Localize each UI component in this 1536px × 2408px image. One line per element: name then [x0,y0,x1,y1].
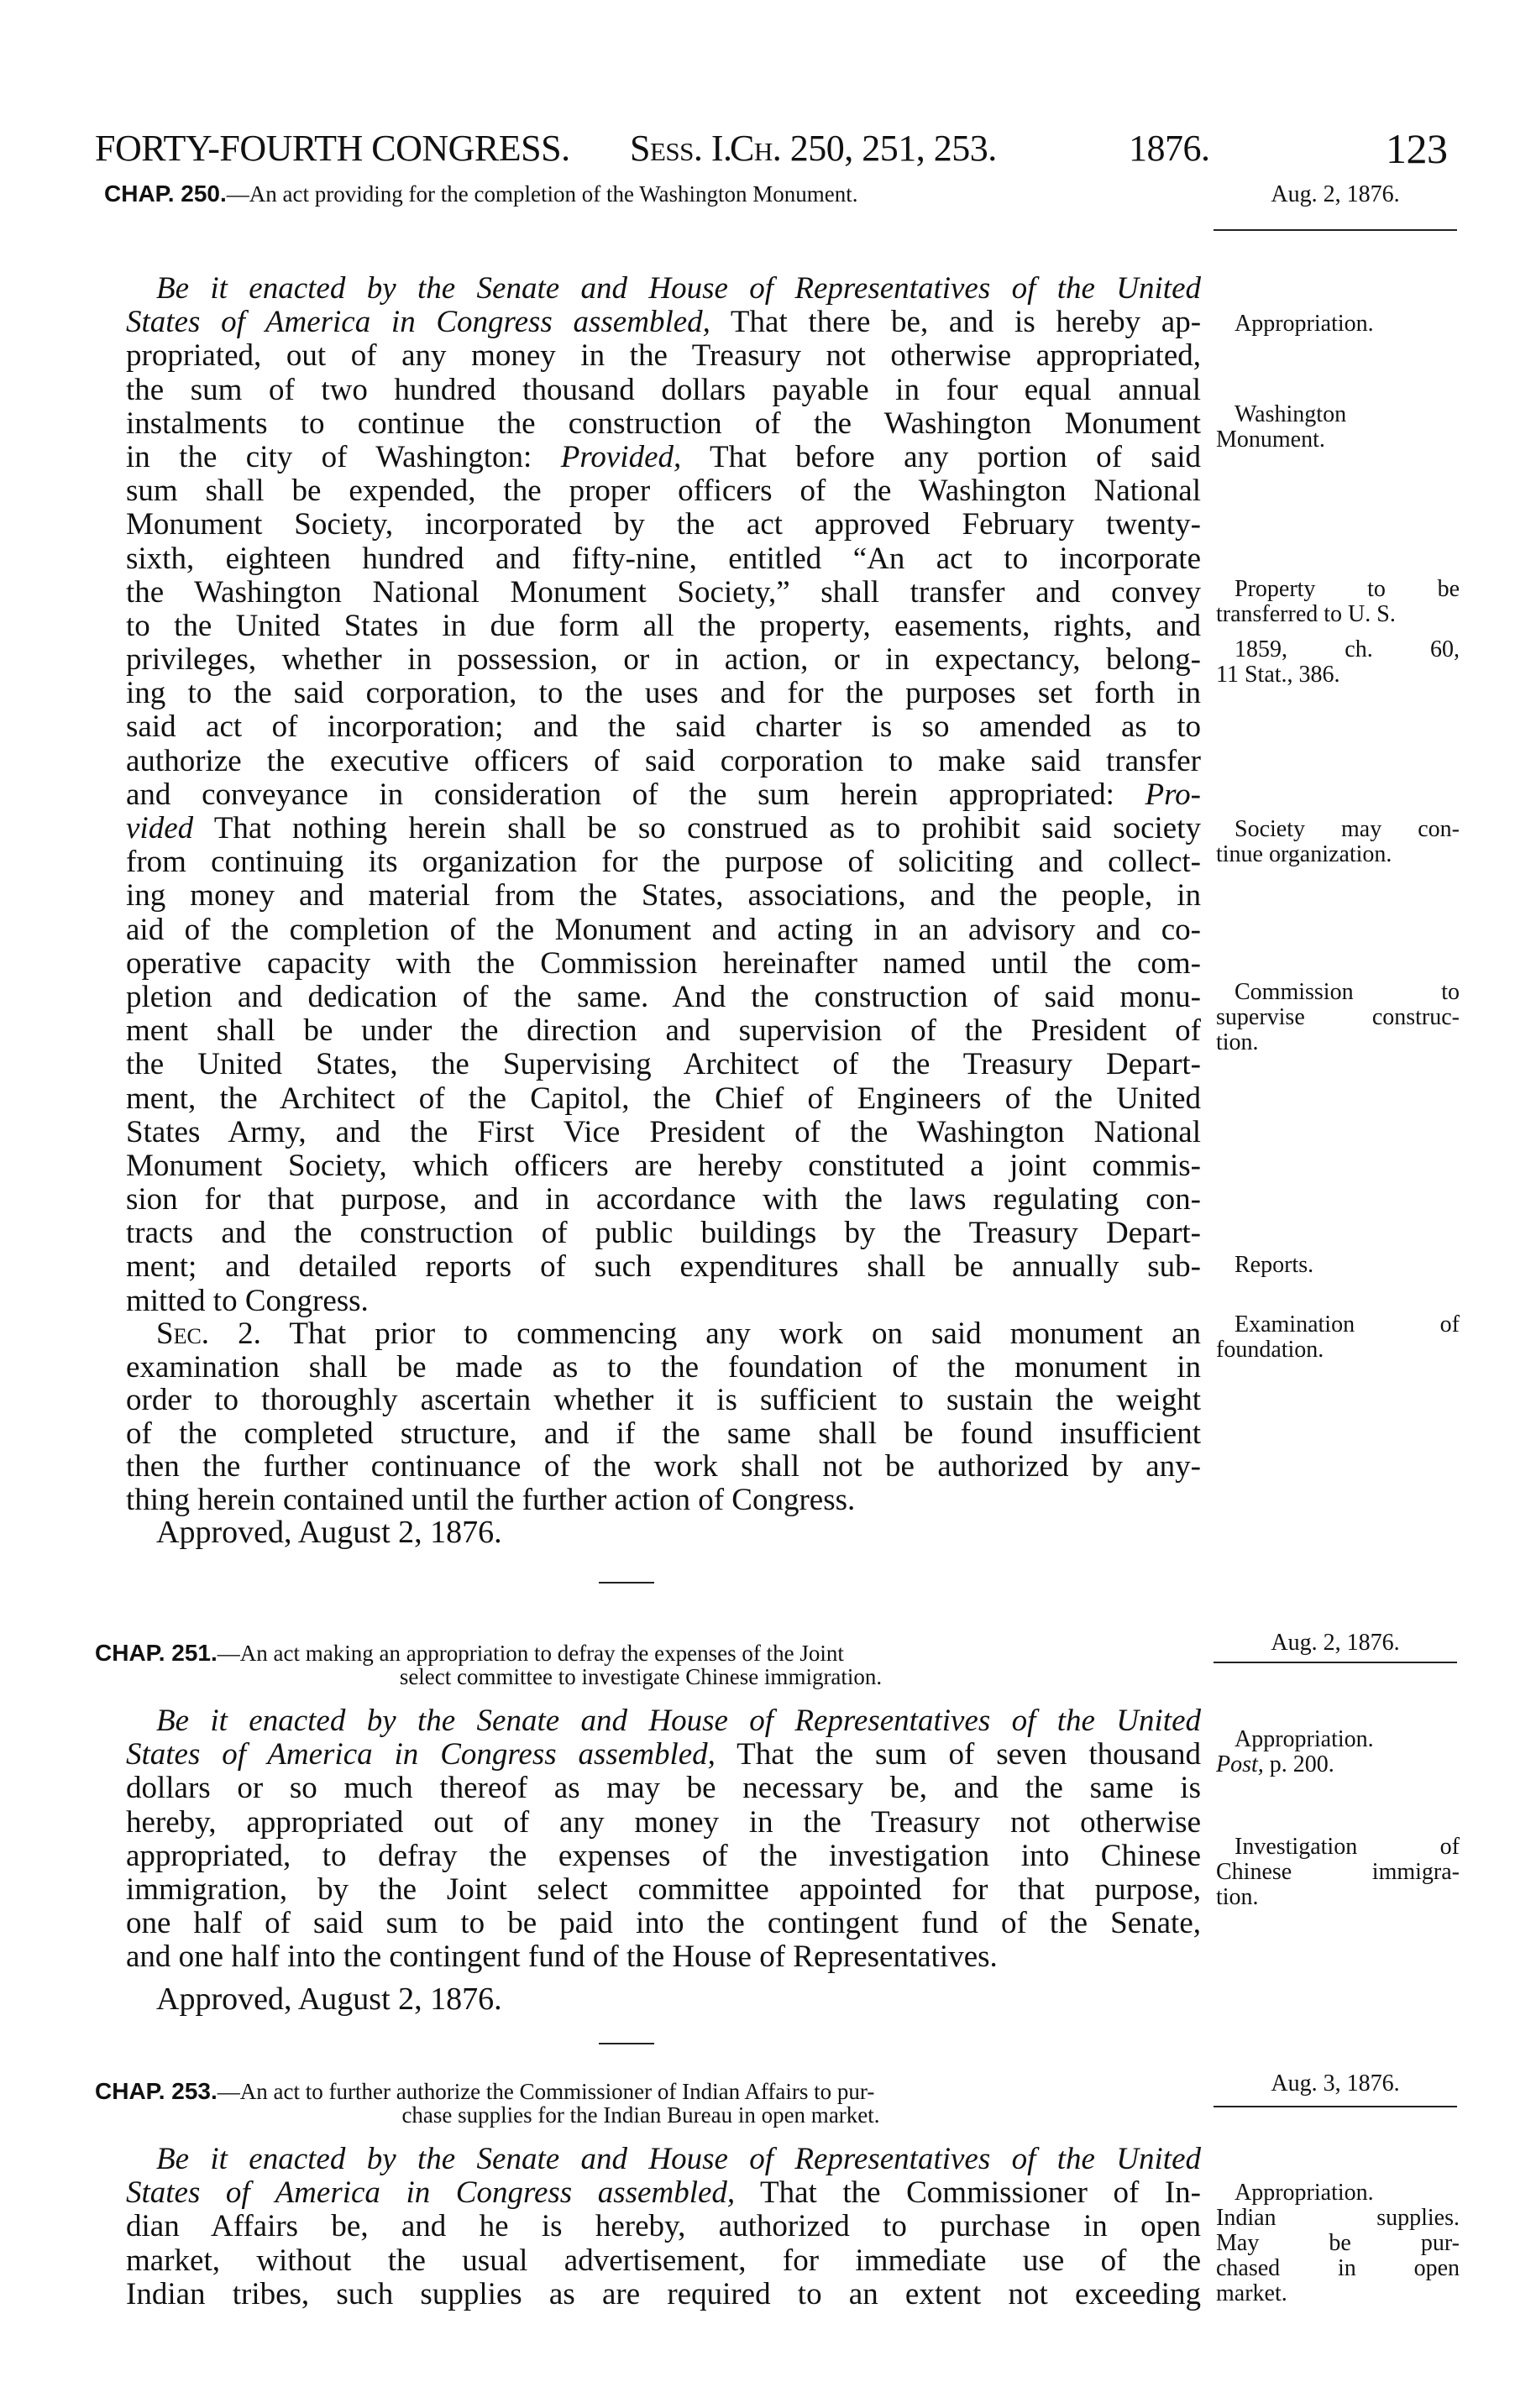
italic-text: States of America in Congress assembled, [126,305,710,340]
text-segment: then the further continuance of the work shall not be authorized by any- [126,1449,1201,1484]
margin-note-line [1216,637,1460,662]
text-segment: Commission to [1235,979,1460,1005]
text-line [126,981,1201,1014]
text-line [126,879,1201,913]
text-segment: Indian supplies. [1216,2205,1460,2231]
text-segment: authorize the executive officers of said corporation to make said transfer [126,743,1201,778]
margin-note-line [1216,817,1460,842]
text-line [126,610,1201,643]
text-line [126,1840,1201,1873]
text-line [126,1417,1201,1451]
page-number: 123 [1386,125,1448,172]
margin-note [1216,2180,1460,2306]
margin-note-line [1216,311,1460,337]
margin-note-line [1216,1752,1460,1777]
margin-note [1216,1835,1460,1910]
text-segment: p. 200. [1263,1751,1334,1777]
text-segment: ment, the Architect of the Capitol, the Chief of Engineers of the United [126,1081,1201,1116]
text-segment: pletion and dedication of the same. And the construction of said monu- [126,979,1201,1014]
text-line [126,1351,1201,1385]
section-divider [599,2043,654,2044]
text-line [126,374,1201,407]
text-segment: tinue organization. [1216,841,1392,867]
margin-note-line [1216,427,1460,453]
text-line [126,2143,1201,2176]
margin-note-line [1216,1005,1460,1030]
text-line [126,1704,1201,1738]
text-segment: Appropriation. [1235,311,1374,337]
date-rule [1214,2106,1457,2107]
text-segment: Washington [1235,401,1347,427]
italic-text: Be it enacted by the Senate and House of Representatives of the United [156,2142,1201,2176]
text-segment: May be pur- [1216,2230,1460,2256]
text-line [126,441,1201,474]
margin-note [1216,311,1460,337]
italic-text: States of America in Congress assembled, [126,1737,716,1772]
margin-note-line [1216,1312,1460,1337]
text-line [126,508,1201,542]
text-segment: Property to be [1235,576,1460,602]
chapter-250-enactment [126,272,1201,1318]
text-line [126,1384,1201,1417]
text-segment: sum shall be expended, the proper officers of the Washington National [126,474,1201,509]
text-segment: That nothing herein shall be so construed as to prohibit said society [193,811,1201,845]
text-segment: the Washington National Monument Society,” shall transfer and convey [126,574,1201,610]
text-segment: propriated, out of any money in the Treasury not otherwise appropriated, [126,338,1201,374]
text-segment: ing to the said corporation, to the uses and for the purposes set forth in [126,676,1201,711]
chapter-label: CHAP. 250. [104,181,227,207]
text-segment: That the sum of seven thousand [715,1737,1202,1772]
text-line [126,1116,1201,1149]
text-segment: foundation. [1216,1337,1324,1363]
chapter-253-date: Aug. 3, 1876. [1271,2070,1400,2097]
margin-note-line [1216,2231,1460,2256]
text-segment: That the Commissioner of In- [735,2175,1202,2211]
text-segment: aid of the completion of the Monument and acting in an advisory and co- [126,912,1201,947]
text-line [126,1014,1201,1048]
text-segment: said act of incorporation; and the said charter is so amended as to [126,709,1201,745]
chapter-251-enactment [126,1704,1201,1975]
italic-text: Be it enacted by the Senate and House of Representatives of the United [156,271,1201,306]
margin-note-line [1216,842,1460,867]
text-segment: sixth, eighteen hundred and fifty-nine, entitled “An act to incorporate [126,541,1201,576]
text-line [126,407,1201,441]
chapter-253-heading [95,2080,1187,2127]
text-segment: dollars or so much thereof as may be necessary be, and the same is [126,1771,1201,1806]
text-segment: Appropriation. [1235,2180,1374,2206]
italic-text: Provided, [560,439,682,474]
margin-note-line [1216,1885,1460,1910]
text-segment: That there be, and is hereby ap- [710,305,1202,340]
text-line [126,474,1201,508]
text-line [126,1907,1201,1940]
text-line [126,710,1201,744]
text-segment: Examination of [1235,1311,1460,1337]
text-segment: That prior to commencing any work on said monument an [260,1317,1201,1351]
margin-note [1216,1253,1460,1278]
margin-note-line [1216,980,1460,1005]
text-segment: transferred to U. S. [1216,601,1396,627]
text-segment: and conveyance in consideration of the sum herein appropriated: [126,777,1145,812]
text-segment: tion. [1216,1884,1259,1910]
chapter-250-heading [104,182,1196,206]
margin-note [1216,1312,1460,1363]
text-segment: thing herein contained until the further action of Congress. [126,1482,856,1517]
date-rule [1214,229,1457,231]
text-segment: Chinese immigra- [1216,1859,1460,1885]
margin-note-line [1216,2180,1460,2206]
text-segment: Reports. [1235,1252,1314,1278]
text-segment: from continuing its organization for the purpose of soliciting and collect- [126,845,1201,880]
text-line [126,272,1201,306]
text-line [126,947,1201,981]
margin-note-line [1216,1337,1460,1363]
text-line [126,1250,1201,1284]
text-segment: supervise construc- [1216,1004,1460,1030]
text-segment: Indian tribes, such supplies as are required to an extent not exceeding [126,2276,1201,2311]
text-line [126,1940,1201,1974]
text-line [126,542,1201,576]
margin-note-line [1216,1860,1460,1885]
italic-text: Be it enacted by the Senate and House of Representatives of the United [156,1704,1201,1738]
text-line [126,2278,1201,2311]
chapter-250-date: Aug. 2, 1876. [1271,181,1400,207]
text-line [126,1285,1201,1318]
text-segment: sion for that purpose, and in accordance with the laws regulating con- [126,1182,1201,1217]
small-caps-text: Sec. 2. [156,1317,261,1351]
text-line [126,1450,1201,1484]
text-segment: chased in open [1216,2255,1460,2281]
text-segment: Monument Society, incorporated by the act approved February twenty- [126,507,1201,542]
text-line [126,643,1201,677]
margin-note-line [1216,2206,1460,2231]
text-line [126,1082,1201,1116]
text-line [126,778,1201,812]
italic-text: vided [126,811,194,845]
text-segment: mitted to Congress. [126,1283,369,1318]
text-segment: ment shall be under the direction and supervision of the President of [126,1013,1201,1049]
text-line [126,339,1201,373]
text-line [126,1484,1201,1517]
text-segment: tion. [1216,1029,1259,1055]
text-segment: tracts and the construction of public buildings by the Treasury Depart- [126,1216,1201,1251]
text-line [126,1317,1201,1351]
text-line [126,2244,1201,2278]
text-line [126,1806,1201,1840]
text-line [126,913,1201,947]
text-line [126,1772,1201,1805]
text-segment: market, without the usual advertisement, for immediate use of the [126,2243,1201,2278]
text-segment: hereby, appropriated out of any money in the Treasury not otherwise [126,1804,1201,1840]
text-segment: and one half into the contingent fund of the House of Representatives. [126,1939,998,1975]
chapter-250-approved: Approved, August 2, 1876. [156,1515,502,1550]
text-segment: appropriated, to defray the expenses of the investigation into Chinese [126,1838,1201,1873]
running-header-chapters: Ch. 250, 251, 253. [730,128,997,169]
text-segment: ment; and detailed reports of such expenditures shall be annually sub- [126,1249,1201,1285]
text-line [126,845,1201,879]
margin-note-line [1216,2256,1460,2281]
text-segment: Investigation of [1235,1834,1460,1860]
chapter-251-heading [95,1641,1187,1688]
text-line [126,2176,1201,2210]
chapter-251-date: Aug. 2, 1876. [1271,1630,1400,1656]
text-line [126,677,1201,710]
text-segment: Society may con- [1235,816,1460,842]
margin-note [1216,637,1460,688]
text-segment: Monument. [1216,427,1325,453]
text-segment: ing money and material from the States, associations, and the people, in [126,878,1201,913]
text-segment: operative capacity with the Commission hereinafter named until the com- [126,945,1201,981]
text-segment: States Army, and the First Vice President of the Washington National [126,1114,1201,1149]
running-header-session: Sess. I. [630,128,732,169]
chapter-250-section-2 [126,1317,1201,1516]
margin-note [1216,1727,1460,1777]
italic-text: States of America in Congress assembled, [126,2175,736,2211]
margin-note-line [1216,2281,1460,2306]
text-line [126,745,1201,778]
running-header-congress: FORTY-FOURTH CONGRESS. [95,128,570,169]
chapter-251-approved: Approved, August 2, 1876. [156,1981,502,2017]
margin-note-line [1216,1727,1460,1752]
chapter-253-enactment [126,2143,1201,2311]
text-segment: dian Affairs be, and he is hereby, authorized to purchase in open [126,2209,1201,2244]
margin-note-line [1216,602,1460,627]
margin-note [1216,980,1460,1055]
text-line [126,1048,1201,1081]
text-segment: order to thoroughly ascertain whether it is sufficient to sustain the weight [126,1383,1201,1417]
text-line [126,306,1201,339]
text-segment: Appropriation. [1235,1726,1374,1752]
text-line [126,576,1201,610]
chapter-title: —An act making an appropriation to defray the expenses of the Joint [217,1641,844,1666]
margin-note-line [1216,1253,1460,1278]
text-line [126,2210,1201,2243]
italic-text: Post, [1216,1751,1264,1777]
margin-note-line [1216,577,1460,602]
chapter-title-continued: chase supplies for the Indian Bureau in open market. [401,2102,880,2128]
text-line [126,1149,1201,1183]
text-segment: 1859, ch. 60, [1235,636,1460,662]
margin-note-line [1216,1030,1460,1055]
text-segment: in the city of Washington: [126,439,561,474]
text-line [126,1217,1201,1250]
margin-note-line [1216,402,1460,427]
chapter-label: CHAP. 251. [95,1640,218,1666]
text-line [126,1873,1201,1907]
text-segment: That before any portion of said [681,439,1201,474]
chapter-title-continued: select committee to investigate Chinese immigration. [399,1664,883,1689]
text-segment: market. [1216,2280,1287,2306]
text-segment: privileges, whether in possession, or in action, or in expectancy, belong- [126,642,1201,678]
text-line [126,1738,1201,1772]
text-segment: 11 Stat., 386. [1216,662,1340,688]
margin-note [1216,577,1460,627]
chapter-label: CHAP. 253. [95,2078,218,2104]
text-segment: one half of said sum to be paid into the contingent fund of the Senate, [126,1906,1201,1941]
text-segment: to the United States in due form all the property, easements, rights, and [126,608,1201,643]
text-segment: Monument Society, which officers are hereby constituted a joint commis- [126,1148,1201,1183]
text-segment: the United States, the Supervising Architect of the Treasury Depart- [126,1047,1201,1082]
date-rule [1214,1662,1457,1663]
margin-note-line [1216,1835,1460,1860]
text-segment: of the completed structure, and if the same shall be found insufficient [126,1416,1201,1451]
section-divider [599,1582,654,1584]
text-segment: instalments to continue the construction of the Washington Monument [126,406,1201,441]
text-line [126,812,1201,845]
margin-note-line [1216,662,1460,688]
text-segment: immigration, by the Joint select committee appointed for that purpose, [126,1871,1201,1907]
chapter-title: —An act to further authorize the Commissioner of Indian Affairs to pur- [217,2079,875,2104]
margin-note [1216,817,1460,867]
text-line [126,1183,1201,1217]
running-header-year: 1876. [1129,128,1210,169]
text-segment: the sum of two hundred thousand dollars payable in four equal annual [126,372,1201,407]
chapter-title: —An act providing for the completion of the Washington Monument. [226,181,858,207]
italic-text: Pro- [1145,777,1201,812]
text-segment: examination shall be made as to the foundation of the monument in [126,1349,1201,1385]
margin-note [1216,402,1460,453]
